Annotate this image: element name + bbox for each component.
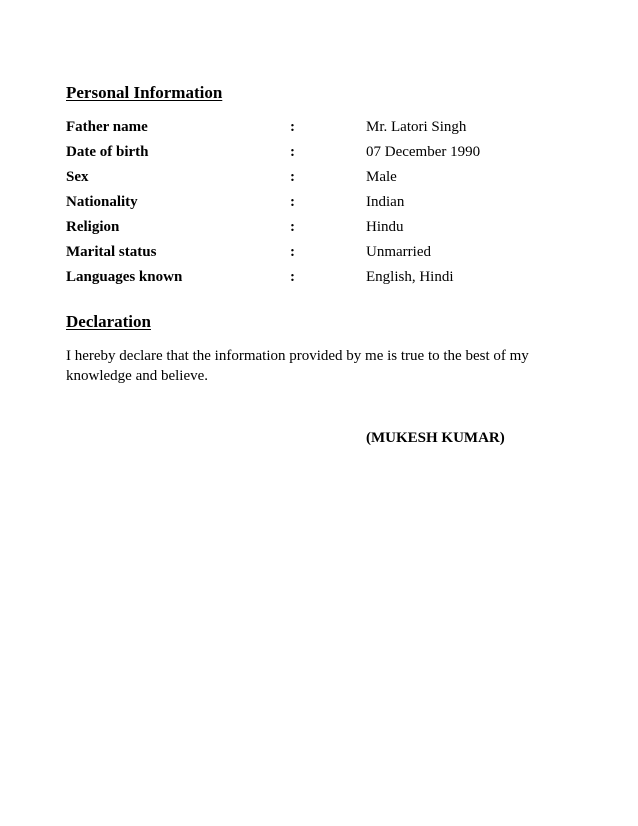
info-label: Religion bbox=[66, 219, 120, 235]
info-row-religion bbox=[66, 217, 586, 242]
personal-information-heading: Personal Information bbox=[66, 83, 223, 102]
info-row-marital-status bbox=[66, 242, 586, 267]
info-value: Male bbox=[366, 169, 397, 185]
info-label: Nationality bbox=[66, 194, 138, 210]
info-row-father-name bbox=[66, 117, 586, 142]
info-value: Mr. Latori Singh bbox=[366, 119, 467, 135]
info-value: 07 December 1990 bbox=[366, 144, 481, 160]
info-value: Hindu bbox=[366, 219, 404, 235]
info-label: Sex bbox=[66, 169, 89, 185]
declaration-heading: Declaration bbox=[66, 312, 151, 331]
info-separator: : bbox=[290, 144, 295, 160]
info-separator: : bbox=[290, 119, 295, 135]
info-label: Marital status bbox=[66, 244, 157, 260]
info-value: English, Hindi bbox=[366, 269, 454, 285]
info-separator: : bbox=[290, 194, 295, 210]
info-value: Indian bbox=[366, 194, 405, 210]
info-row-date-of-birth bbox=[66, 142, 586, 167]
signature-name: (MUKESH KUMAR) bbox=[366, 430, 505, 446]
personal-info-list bbox=[66, 117, 586, 292]
info-separator: : bbox=[290, 269, 295, 285]
info-separator: : bbox=[290, 169, 295, 185]
info-row-nationality bbox=[66, 192, 586, 217]
info-row-languages-known bbox=[66, 267, 586, 292]
info-separator: : bbox=[290, 244, 295, 260]
info-separator: : bbox=[290, 219, 295, 235]
info-label: Date of birth bbox=[66, 144, 149, 160]
info-value: Unmarried bbox=[366, 244, 431, 260]
info-label: Father name bbox=[66, 119, 148, 135]
declaration-text: I hereby declare that the information provided by me is true to the best of my knowledge and believe. bbox=[66, 348, 529, 384]
info-row-sex bbox=[66, 167, 586, 192]
info-label: Languages known bbox=[66, 269, 183, 285]
